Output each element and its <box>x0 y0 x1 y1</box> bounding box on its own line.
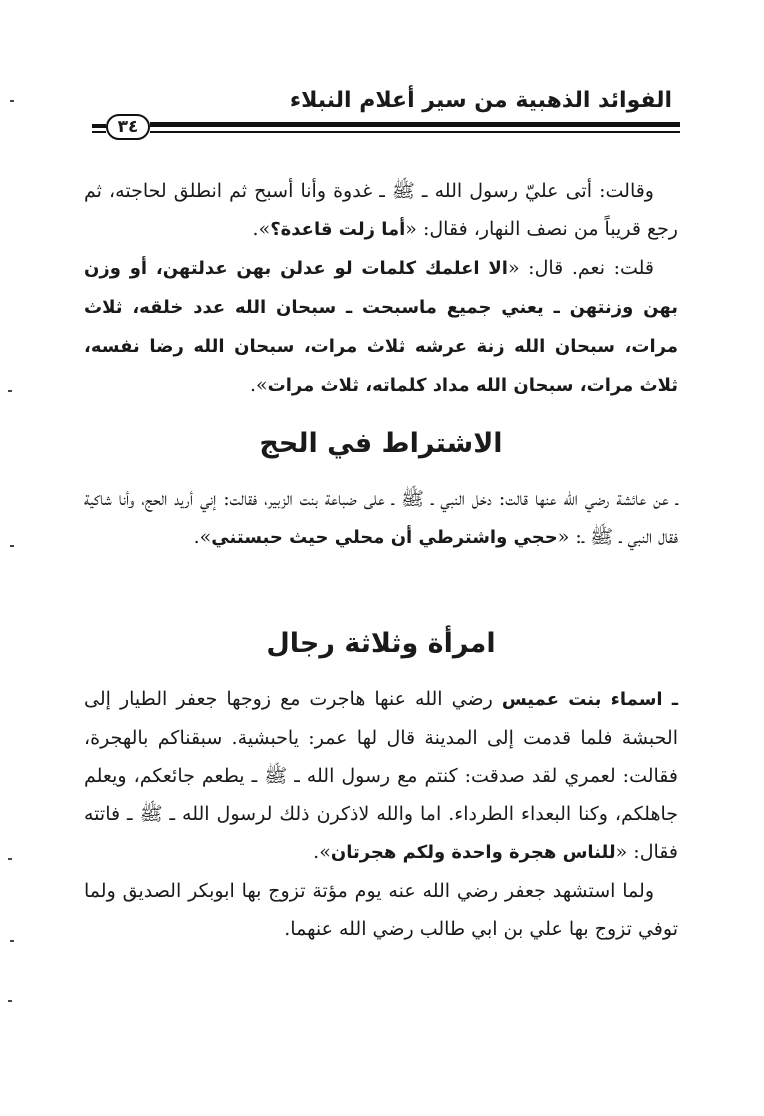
paragraph-text: قلت: نعم. قال: « <box>507 257 654 279</box>
quote-close: ». <box>249 374 268 396</box>
paragraph-text: ـ عن عائشة رضي الله عنها قالت: دخل النبي ـ ﷺ ـ على ضباعة بنت الزبير، فقالت: إني أريد الحج، وأنا شاكية فقال النبي ـ ﷺ ـ: « <box>84 488 678 548</box>
section-heading-hajj-condition: الاشتراط في الحج <box>259 428 503 459</box>
header-rule-thin <box>150 131 680 133</box>
header-rule-end-thin <box>92 131 106 133</box>
hadith-quote: للناس هجرة واحدة ولكم هجرتان <box>330 842 616 863</box>
scan-speck <box>10 940 14 942</box>
hadith-quote: حجي واشترطي أن محلي حيث حبستني <box>211 527 558 548</box>
section3-paragraph-2: ولما استشهد جعفر رضي الله عنه يوم مؤتة تزوج بها ابوبكر الصديق ولما توفي تزوج بها علي بن ابي طالب رضي الله عنهما. <box>84 880 678 940</box>
section1-body <box>84 172 678 405</box>
scan-speck <box>8 390 12 392</box>
section2-paragraph-1 <box>84 480 678 557</box>
header-rule-thick <box>150 122 680 127</box>
header-rule-end-thick <box>92 124 106 128</box>
paragraph-text: رضي الله عنها هاجرت مع زوجها جعفر الطيار إلى الحبشة فلما قدمت إلى المدينة قال لها عمر: ياحبشية. سبقناكم بالهجرة، فقالت: لعمري لقد صدقت: كنتم مع رسول الله ـ ﷺ ـ يطعم جائعكم، ويعلم جاهلكم، وكنا البعداء الطرداء. اما والله لاذكرن ذلك لرسول الله ـ ﷺ ـ فاتته فقال: « <box>84 688 678 863</box>
section3-body <box>84 680 678 948</box>
scan-speck <box>10 545 14 547</box>
section-heading-woman-three-men: امرأة وثلاثة رجال <box>266 628 496 659</box>
quote-close: ». <box>193 526 212 548</box>
quote-close: ». <box>313 841 331 863</box>
section1-paragraph-2 <box>84 249 678 405</box>
hadith-quote: الا اعلمك كلمات لو عدلن بهن عدلتهن، أو وزن بهن وزنتهن ـ يعني جميع ماسبحت ـ سبحان الله عدد خلقه، ثلاث مرات، سبحان الله زنة عرشه ثلاث مرات، سبحان الله رضا نفسه، ثلاث مرات، سبحان الله مداد كلماته، ثلاث مرات <box>84 258 678 396</box>
running-title: الفوائد الذهبية من سير أعلام النبلاء <box>289 88 672 113</box>
section3-paragraph-1 <box>84 680 678 872</box>
quote-close: ». <box>252 218 271 240</box>
section2-body <box>84 480 678 557</box>
section1-paragraph-1 <box>84 172 678 249</box>
scan-speck <box>8 1000 12 1002</box>
person-name: ـ اسماء بنت عميس <box>501 689 679 710</box>
scan-speck <box>8 858 12 860</box>
hadith-quote: أما زلت قاعدة؟ <box>270 219 406 240</box>
scan-speck <box>10 100 14 102</box>
page-number: ٣٤ <box>106 114 150 140</box>
paragraph-text: وقالت: أتى عليّ رسول الله ـ ﷺ ـ غدوة وأنا أسبح ثم انطلق لحاجته، ثم رجع قريباً من نصف النهار، فقال: « <box>84 180 678 240</box>
